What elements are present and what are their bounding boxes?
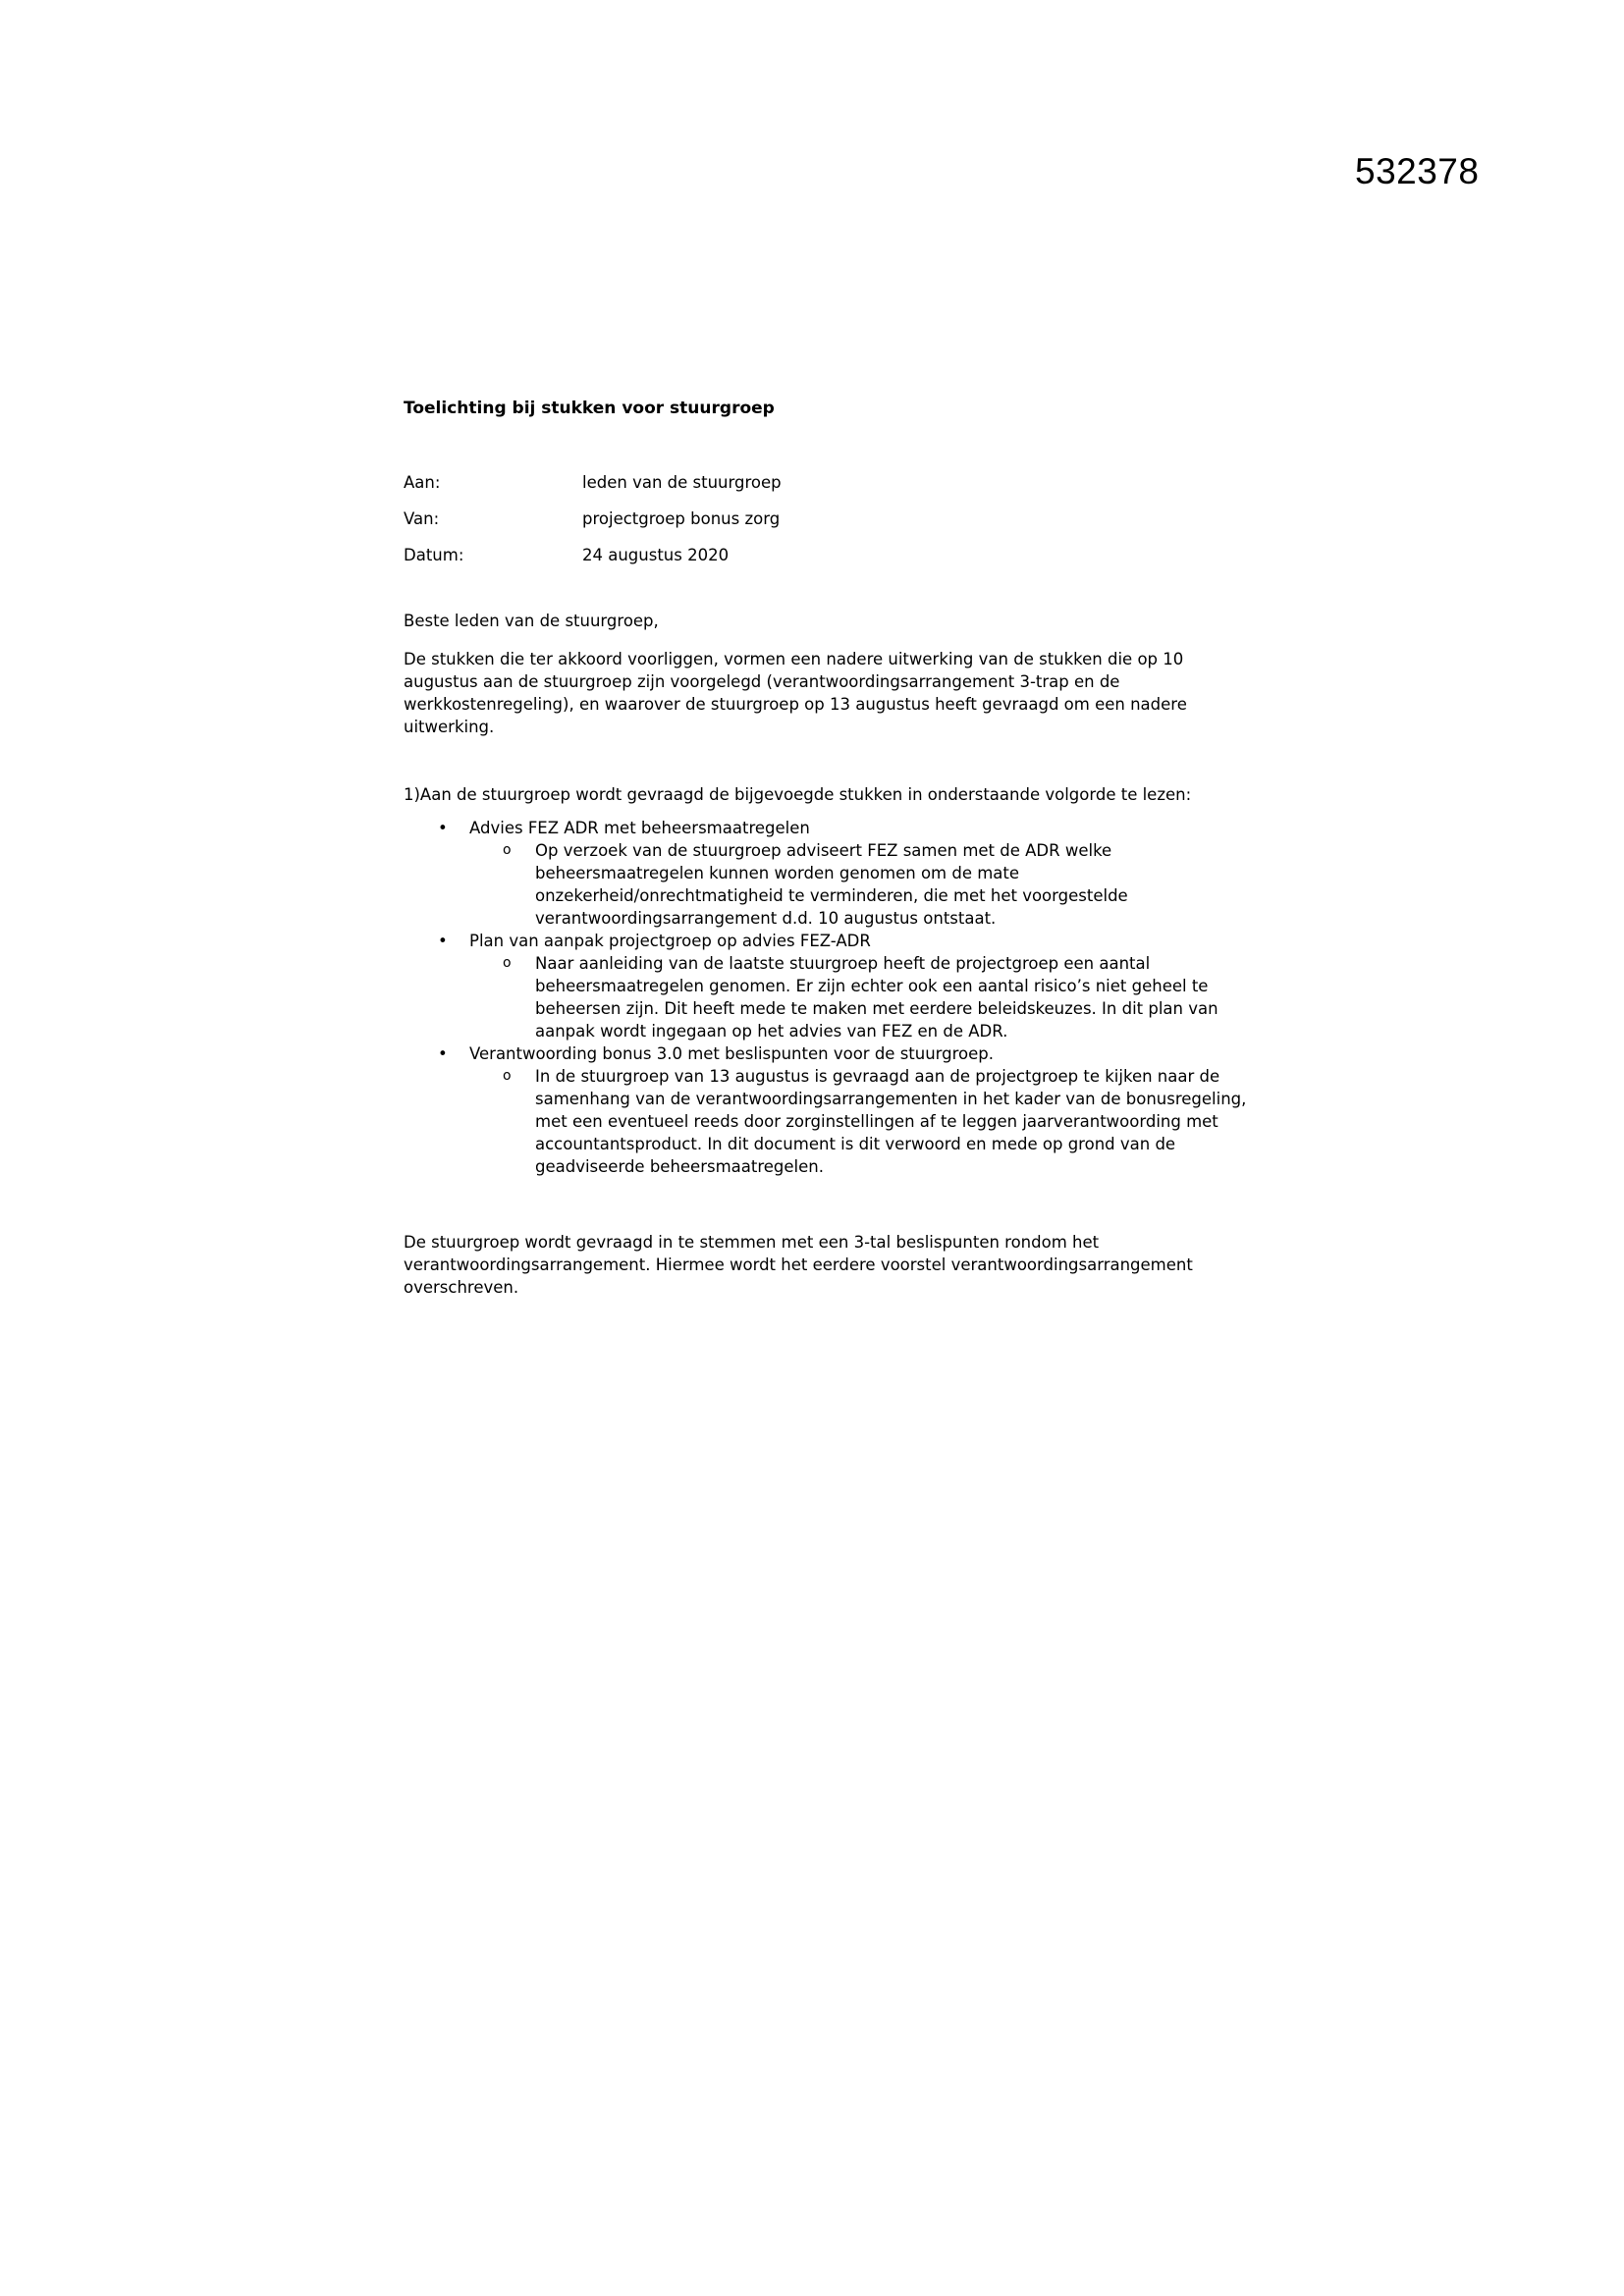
meta-row-date (404, 544, 1238, 580)
memo-header (404, 471, 1238, 580)
list-item (404, 817, 1238, 930)
document-id: 532378 (1355, 151, 1480, 191)
sub-list-item (469, 839, 1250, 930)
meta-row-from (404, 507, 1238, 544)
document-list (404, 817, 1247, 1178)
meta-value: 24 augustus 2020 (582, 546, 730, 564)
intro-paragraph: De stukken die ter akkoord voorliggen, vormen een nadere uitwerking van de stukken die op 10 augustus aan de stuurgroep zijn voorgelegd (verantwoordingsarrangement 3-trap en de werkkostenregeling), en waarover de stuurgroep op 13 augustus heeft gevraagd om een nadere uitwerking. (404, 650, 1187, 736)
sub-list-item (469, 1065, 1250, 1178)
closing-paragraph: De stuurgroep wordt gevraagd in te stemmen met een 3-tal beslispunten rondom het verantwoordingsarrangement. Hiermee wordt het eerdere voorstel verantwoordingsarrangement overschreven. (404, 1233, 1193, 1297)
list-item-label: Plan van aanpak projectgroep op advies FEZ-ADR (469, 932, 871, 950)
meta-row-to (404, 471, 1238, 507)
list-item-label: Verantwoording bonus 3.0 met beslispunten voor de stuurgroep. (469, 1044, 995, 1063)
meta-label: Aan: (404, 473, 441, 492)
bullet-icon: • (438, 1044, 448, 1063)
sub-list-item (469, 952, 1250, 1042)
list-item (404, 1042, 1247, 1178)
circle-bullet-icon: o (503, 955, 512, 971)
sub-list (469, 839, 1238, 930)
sub-list (469, 952, 1238, 1042)
sub-list-text: Naar aanleiding van de laatste stuurgroep heeft de projectgroep een aantal beheersmaatregelen genomen. Er zijn echter ook een aantal risico’s niet geheel te beheersen zijn. Dit heeft mede te maken met eerdere beleidskeuzes. In dit plan van aanpak wordt ingegaan op het advies van FEZ en de ADR. (535, 954, 1218, 1041)
sub-list (469, 1065, 1247, 1178)
bullet-icon: • (438, 932, 448, 950)
meta-value: leden van de stuurgroep (582, 473, 782, 492)
salutation: Beste leden van de stuurgroep, (404, 612, 659, 630)
circle-bullet-icon: o (503, 1068, 512, 1084)
bullet-icon: • (438, 819, 448, 837)
document-title: Toelichting bij stukken voor stuurgroep (404, 399, 775, 418)
meta-label: Datum: (404, 546, 464, 564)
list-item-label: Advies FEZ ADR met beheersmaatregelen (469, 819, 810, 837)
reading-order-heading: 1)Aan de stuurgroep wordt gevraagd de bijgevoegde stukken in onderstaande volgorde te lezen: (404, 785, 1192, 804)
sub-list-text: Op verzoek van de stuurgroep adviseert FEZ samen met de ADR welke beheersmaatregelen kunnen worden genomen om de mate onzekerheid/onrechtmatigheid te verminderen, die met het voorgestelde verantwoordingsarrangement d.d. 10 augustus ontstaat. (535, 841, 1128, 928)
circle-bullet-icon: o (503, 842, 512, 858)
meta-value: projectgroep bonus zorg (582, 509, 781, 528)
document-body (404, 398, 1247, 1299)
list-item (404, 930, 1238, 1042)
sub-list-text: In de stuurgroep van 13 augustus is gevraagd aan de projectgroep te kijken naar de samenhang van de verantwoordingsarrangementen in het kader van de bonusregeling, met een eventueel reeds door zorginstellingen af te leggen jaarverantwoording met accountantsproduct. In dit document is dit verwoord en mede op grond van de geadviseerde beheersmaatregelen. (535, 1067, 1247, 1176)
meta-label: Van: (404, 509, 440, 528)
